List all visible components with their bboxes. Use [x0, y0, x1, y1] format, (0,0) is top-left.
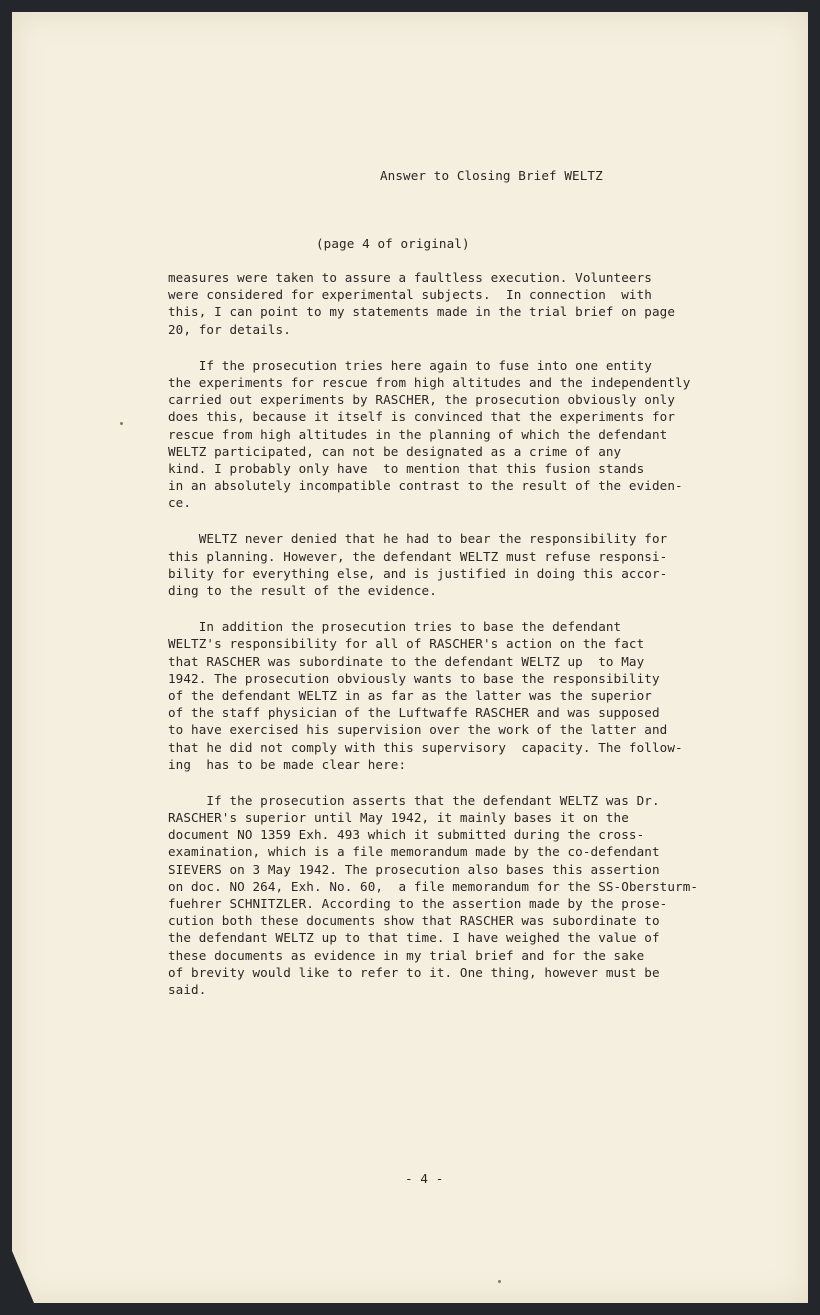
text-line: said.	[168, 981, 207, 997]
text-line: were considered for experimental subjects. In connection with	[168, 287, 652, 303]
text-line: these documents as evidence in my trial brief and for the sake	[168, 947, 645, 963]
text-line: measures were taken to assure a faultless execution. Volunteers	[168, 270, 652, 285]
text-line: of the defendant WELTZ in as far as the latter was the superior	[168, 687, 652, 703]
text-line: of the staff physician of the Luftwaffe RASCHER and was supposed	[168, 705, 660, 721]
text-line: fuehrer SCHNITZLER. According to the assertion made by the prose-	[168, 896, 668, 911]
text-line: on doc. NO 264, Exh. No. 60, a file memorandum for the SS-Obersturm-	[168, 878, 699, 894]
document-page	[12, 12, 808, 1303]
text-line: WELTZ never denied that he had to bear the responsibility for	[168, 531, 668, 547]
text-line: does this, because it itself is convinced that the experiments for	[168, 409, 676, 425]
text-line: kind. I probably only have to mention that this fusion stands	[168, 460, 645, 476]
text-line: rescue from high altitudes in the planning of which the defendant	[168, 426, 668, 442]
text-line: In addition the prosecution tries to base the defendant	[168, 619, 622, 635]
document-header: Answer to Closing Brief WELTZ	[380, 168, 603, 183]
text-line: the defendant WELTZ up to that time. I have weighed the value of	[168, 930, 660, 946]
document-body	[168, 269, 768, 1017]
text-line: RASCHER's superior until May 1942, it mainly bases it on the	[168, 810, 629, 826]
text-line: this, I can point to my statements made in the trial brief on page	[168, 304, 676, 320]
paragraph-4	[168, 618, 768, 773]
text-line: SIEVERS on 3 May 1942. The prosecution also bases this assertion	[168, 861, 660, 877]
text-line: examination, which is a file memorandum made by the co-defendant	[168, 844, 660, 860]
text-line: the experiments for rescue from high altitudes and the independently	[168, 374, 691, 390]
paragraph-2	[168, 357, 768, 512]
paper-speck	[120, 422, 123, 425]
text-line: If the prosecution asserts that the defendant WELTZ was Dr.	[168, 792, 660, 808]
text-line: this planning. However, the defendant WELTZ must refuse responsi-	[168, 548, 668, 564]
text-line: WELTZ participated, can not be designated as a crime of any	[168, 443, 622, 459]
text-line: of brevity would like to refer to it. One thing, however must be	[168, 964, 660, 980]
paper-speck	[498, 1280, 501, 1283]
torn-corner	[12, 1251, 34, 1303]
text-line: 1942. The prosecution obviously wants to base the responsibility	[168, 670, 660, 686]
text-line: ce.	[168, 495, 192, 511]
text-line: in an absolutely incompatible contrast to the result of the eviden-	[168, 478, 683, 494]
paragraph-3	[168, 530, 768, 599]
text-line: bility for everything else, and is justified in doing this accor-	[168, 565, 668, 581]
text-line: that RASCHER was subordinate to the defendant WELTZ up to May	[168, 653, 645, 669]
text-line: document NO 1359 Exh. 493 which it submitted during the cross-	[168, 827, 645, 843]
paragraph-1	[168, 269, 768, 338]
text-line: to have exercised his supervision over the work of the latter and	[168, 722, 668, 738]
paragraph-5	[168, 792, 768, 998]
text-line: ding to the result of the evidence.	[168, 583, 437, 598]
text-line: cution both these documents show that RASCHER was subordinate to	[168, 913, 660, 929]
text-line: 20, for details.	[168, 321, 291, 337]
text-line: that he did not comply with this supervisory capacity. The follow-	[168, 739, 683, 755]
text-line: If the prosecution tries here again to fuse into one entity	[168, 357, 652, 373]
text-line: WELTZ's responsibility for all of RASCHER's action on the fact	[168, 636, 645, 652]
page-number: - 4 -	[405, 1171, 444, 1186]
text-line: carried out experiments by RASCHER, the prosecution obviously only	[168, 392, 676, 408]
text-line: ing has to be made clear here:	[168, 756, 407, 772]
page-of-original-note: (page 4 of original)	[316, 236, 470, 251]
